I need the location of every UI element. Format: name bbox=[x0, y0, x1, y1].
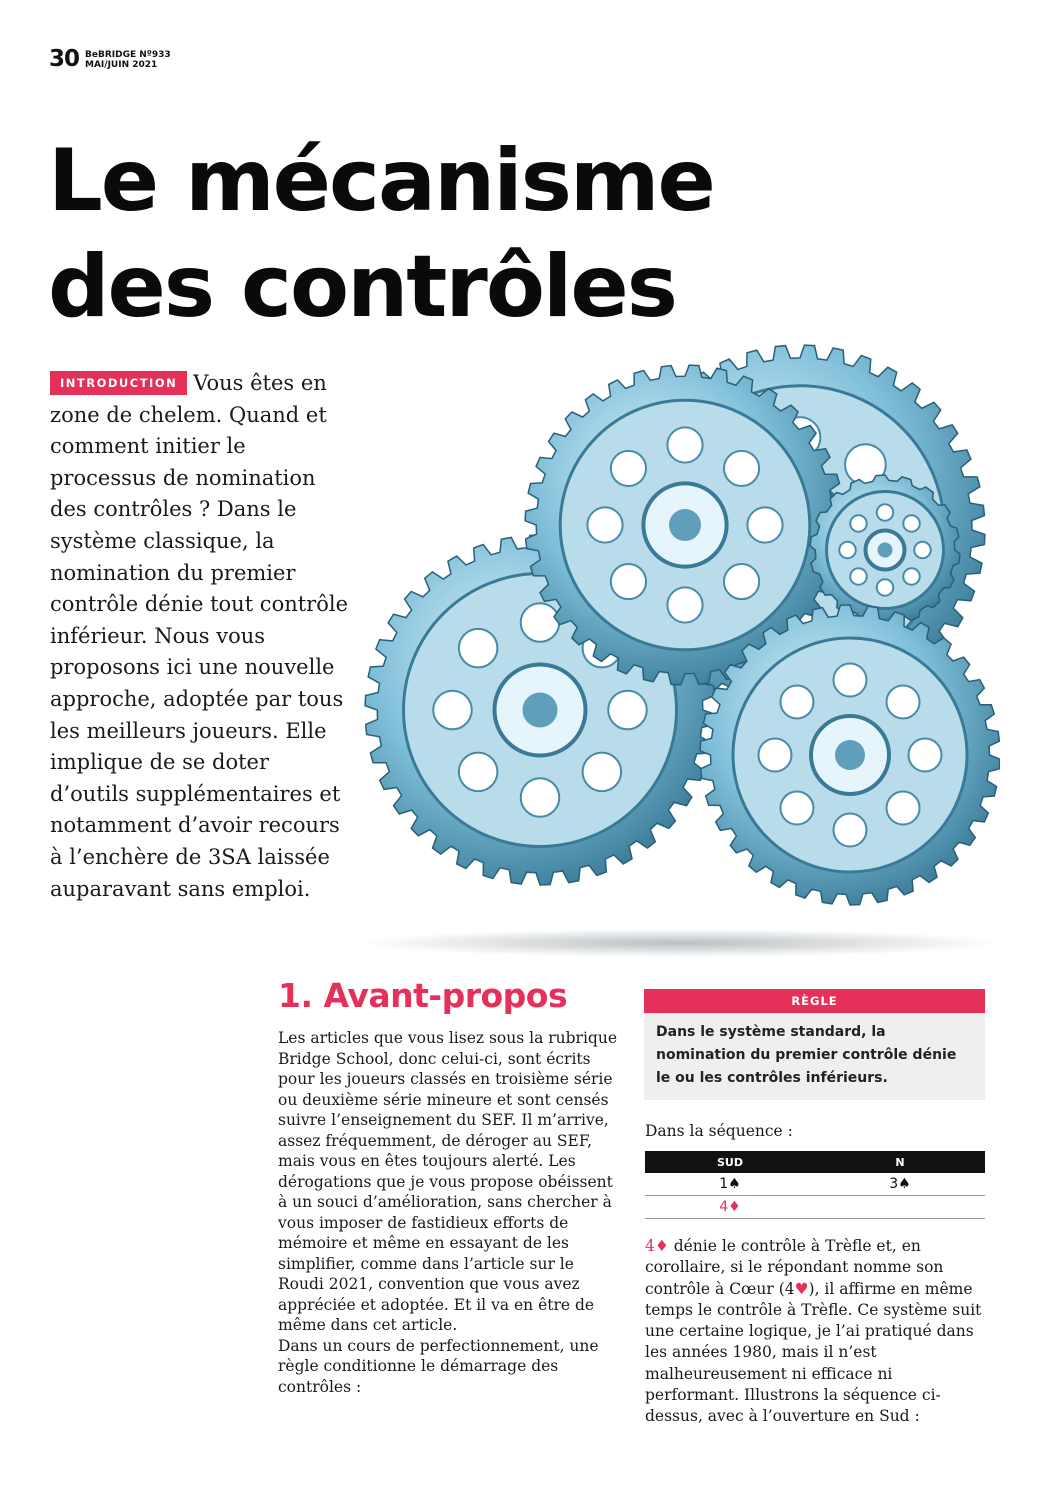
gear-front-right bbox=[700, 605, 1000, 905]
rule-text: Dans le système standard, la nomination du premier contrôle dénie le ou les contrôles inférieurs. bbox=[644, 1013, 985, 1100]
title-line-1: Le mécanisme bbox=[48, 131, 714, 231]
gears-illustration bbox=[360, 335, 1000, 965]
column-left bbox=[278, 1028, 620, 1397]
rule-heading: RÈGLE bbox=[644, 989, 985, 1013]
intro-tag: INTRODUCTION bbox=[50, 371, 187, 395]
intro-paragraph bbox=[50, 368, 350, 905]
bid-cell bbox=[815, 1196, 985, 1219]
bid-inline-diamond: 4♦ bbox=[645, 1237, 669, 1255]
magazine-name: BeBRIDGE Nº933 bbox=[85, 49, 171, 60]
bidding-header-south: SUD bbox=[645, 1151, 815, 1173]
body-paragraph-2: Dans un cours de perfectionnement, une règle conditionne le démarrage des contrôles : bbox=[278, 1336, 599, 1396]
body-paragraph-1: Les articles que vous lisez sous la rubrique Bridge School, donc celui-ci, sont écrits pour les joueurs classés en troisième série ou deuxième série mineure et sont censés suivre l’enseignement du SEF. Il m’arrive, assez fréquemment, de déroger au SEF, mais vous en êtes toujours alerté. Les dérogations que je vous propose obéissent à un souci d’amélioration, sans chercher à vous imposer de fastidieux efforts de mémoire et même en essayant de les simplifier, comme dans l’article sur le Roudi 2021, convention que vous avez appréciée et adoptée. Et il va en être de même dans cet article. bbox=[278, 1029, 618, 1334]
bid-cell: 4♦ bbox=[645, 1196, 815, 1219]
page-header bbox=[49, 48, 171, 71]
sequence-label: Dans la séquence : bbox=[645, 1122, 793, 1140]
body-text-part-2: ), il affirme en même temps le contrôle à Trèfle. Ce système suit une certaine logique, je l’ai pratiqué dans les années 1980, mais il n’est malheureusement ni efficace ni performant. Illustrons la séquence ci-dessus, avec à l’ouverture en Sud : bbox=[645, 1279, 982, 1426]
rule-box bbox=[644, 989, 985, 1100]
bidding-header-north: N bbox=[815, 1151, 985, 1173]
section-heading: 1. Avant-propos bbox=[278, 976, 568, 1015]
intro-text: Vous êtes en zone de chelem. Quand et comment initier le processus de nomination des contrôles ? Dans le système classique, la nomination du premier contrôle dénie tout contrôle inférieur. Nous vous proposons ici une nouvelle approche, adoptée par tous les meilleurs joueurs. Elle implique de se doter d’outils supplémentaires et notamment d’avoir recours à l’enchère de 3SA laissée auparavant sans emploi. bbox=[50, 371, 348, 901]
article-title bbox=[48, 128, 714, 340]
body-text-part-1: dénie le contrôle à Trèfle et, en corollaire, si le répondant nomme son contrôle à Cœur (4 bbox=[645, 1237, 944, 1298]
heart-symbol: ♥ bbox=[794, 1279, 809, 1298]
page-number: 30 bbox=[49, 46, 80, 72]
issue-info bbox=[85, 50, 171, 70]
bid-cell: 3♠ bbox=[815, 1173, 985, 1196]
bidding-row bbox=[645, 1196, 985, 1219]
bidding-row bbox=[645, 1173, 985, 1196]
title-line-2: des contrôles bbox=[48, 237, 676, 337]
bid-cell: 1♠ bbox=[645, 1173, 815, 1196]
bidding-table bbox=[645, 1151, 985, 1219]
issue-date: MAI/JUIN 2021 bbox=[85, 59, 158, 70]
column-right-text bbox=[645, 1236, 987, 1428]
